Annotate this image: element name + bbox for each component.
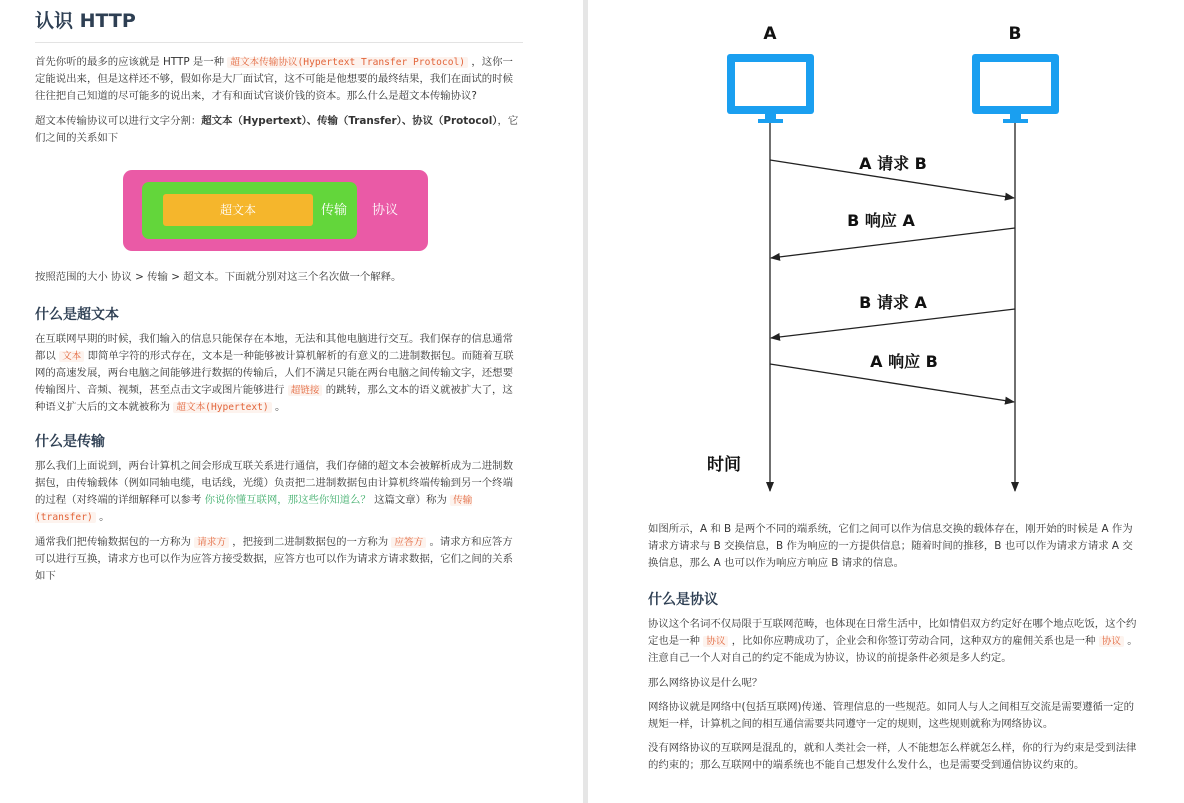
page-title: 认识 HTTP — [35, 10, 136, 32]
protocol-label: 协议 — [372, 203, 399, 218]
hypertext-paragraph: 在互联网早期的时候，我们输入的信息只能保存在本地，无法和其他电脑进行交互。我们保存的信息通常都以 文本 即简单字符的形式存在，文本是一种能够被计算机解析的有意义的二进制数据包。而随着互联网的高速发展，两台电脑之间能够进行数据的传输后，人们不满足只能在两台电脑之间传输文字，还想要传输图片、音频、视频，甚至点击文字或图片能够进行 超链接 的跳转，那么文本的语义就被扩大了，这种语义扩大后的文本就被称为 超文本(Hypertext) 。 — [35, 333, 514, 413]
hypertext-box: 超文本 — [163, 194, 313, 226]
protocol-box — [123, 170, 428, 251]
monitor-icon — [727, 54, 814, 123]
message-label: A 响应 B — [870, 352, 938, 371]
message-label: B 请求 A — [859, 293, 927, 312]
order-paragraph: 按照范围的大小 协议 > 传输 > 超文本。下面就分别对这三个名次做一个解释。 — [35, 271, 402, 283]
transfer-label: 传输 — [321, 203, 348, 218]
message-arrow — [771, 228, 1015, 258]
question-paragraph: 那么网络协议是什么呢？ — [648, 677, 763, 689]
node-a-label: A — [763, 24, 777, 44]
left-page — [0, 0, 583, 803]
message-label: B 响应 A — [847, 211, 915, 230]
intro-paragraph: 首先你听的最多的应该就是 HTTP 是一种 超文本传输协议(Hypertext Transfer Protocol) ，这你一定能说出来，但是这样还不够，假如你是大厂面试官，这不可能是他想要的最终结果，我们在面试的时候往往把自己知道的尽可能多的说出来，才有和面试官谈价钱的资本。那么什么是超文本传输协议? — [35, 56, 513, 102]
roles-paragraph: 通常我们把传输数据包的一方称为 请求方 ，把接到二进制数据包的一方称为 应答方 。请求方和应答方可以进行互换，请求方也可以作为应答方接受数据，应答方也可以作为请求方请求数据，它们之间的关系如下 — [35, 536, 513, 582]
protocol-paragraph: 协议这个名词不仅局限于互联网范畴，也体现在日常生活中，比如情侣双方约定好在哪个地点吃饭，这个约定也是一种 协议 ，比如你应聘成功了，企业会和你签订劳动合同，这种双方的雇佣关系也是一种 协议 。注意自己一个人对自己的约定不能成为协议，协议的前提条件必须是多人约定。 — [648, 618, 1138, 664]
message-arrow — [771, 309, 1015, 338]
transfer-paragraph: 那么我们上面说到，两台计算机之间会形成互联关系进行通信，我们存储的超文本会被解析成为二进制数据包，由传输载体（例如同轴电缆，电话线，光缆）负责把二进制数据包由计算机终端传输到另一个终端的过程（对终端的详细解释可以参考 你说你懂互联网，那这些你知道么？ 这篇文章）称为 传输(transfer) 。 — [35, 460, 513, 523]
time-label: 时间 — [707, 455, 741, 475]
inline-code: 超文本传输协议(Hypertext Transfer Protocol) — [227, 57, 468, 68]
chaos-paragraph: 没有网络协议的互联网是混乱的，就和人类社会一样，人不能想怎么样就怎么样，你的行为约束是受到法律的约束的；那么互联网中的端系统也不能自己想发什么发什么，也是需要受到通信协议约束的。 — [648, 742, 1137, 771]
heading-transfer: 什么是传输 — [35, 434, 105, 450]
heading-protocol: 什么是协议 — [648, 592, 718, 608]
node-b-label: B — [1008, 24, 1022, 44]
article-link[interactable]: 你说你懂互联网，那这些你知道么？ — [204, 494, 371, 506]
transfer-box — [142, 182, 357, 239]
network-paragraph: 网络协议就是网络中(包括互联网)传递、管理信息的一些规范。如同人与人之间相互交流是需要遵循一定的规矩一样，计算机之间的相互通信需要共同遵守一定的规则，这些规则就称为网络协议。 — [648, 701, 1135, 730]
heading-hypertext: 什么是超文本 — [35, 307, 119, 323]
sequence-diagram — [588, 0, 1184, 510]
right-page — [588, 0, 1184, 803]
message-label: A 请求 B — [859, 154, 927, 173]
diagram-caption: 如图所示，A 和 B 是两个不同的端系统，它们之间可以作为信息交换的载体存在，刚开始的时候是 A 作为请求方请求与 B 交换信息，B 作为响应的一方提供信息；随着时间的推移，B 也可以作为请求方请求 A 交换信息，那么 A 也可以作为响应方响应 B 请求的信息。 — [648, 523, 1133, 569]
monitor-icon — [972, 54, 1059, 123]
title-divider — [35, 42, 523, 43]
split-paragraph: 超文本传输协议可以进行文字分割：超文本（Hypertext）、传输（Transfer）、协议（Protocol），它们之间的关系如下 — [35, 115, 519, 144]
